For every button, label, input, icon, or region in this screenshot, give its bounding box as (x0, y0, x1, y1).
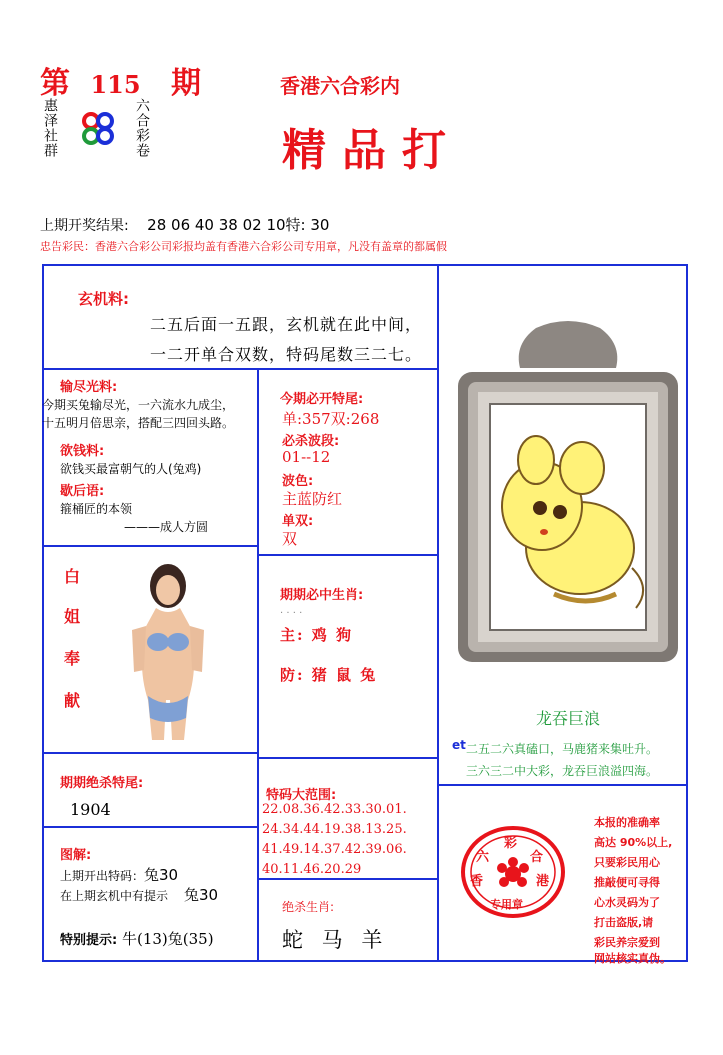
ds-title: 单双: (282, 514, 314, 529)
tujie-line-2 (60, 884, 218, 905)
tema-range-row-4: 40.11.46.20.29 (262, 862, 362, 877)
accuracy-line-5: 心水灵码为了 (594, 896, 660, 909)
xiehouyu-title: 歇后语: (60, 484, 105, 499)
tebie-value: 牛(13)兔(35) (121, 930, 214, 948)
xiehouyu-answer: ———成人方圆 (124, 520, 209, 534)
tujie-line-2-value: 兔30 (184, 886, 219, 904)
tebie-label: 特别提示: (60, 933, 118, 948)
bijie-char-1: 白 (64, 567, 81, 586)
top-title: 香港六合彩内 (280, 74, 400, 98)
seal-char-5: 港 (536, 874, 550, 889)
zhongsheng-dots: · · · · (280, 608, 303, 619)
shujin-line-1: 今期买兔输尽光，一六流水九成尘， (42, 398, 235, 412)
tema-range-row-1: 22.08.36.42.33.30.01. (262, 802, 407, 817)
tujie-title: 图解: (60, 848, 92, 863)
results-numbers: 28 06 40 38 02 10特: 30 (147, 216, 330, 234)
tebie-row (60, 928, 214, 949)
bijie-char-3: 奉 (64, 649, 81, 668)
yuqian-title: 欲钱料: (60, 444, 105, 459)
divider-left-col (257, 368, 259, 962)
painting-prefix: et (452, 738, 466, 752)
divider-jueshou-top (258, 878, 438, 880)
accuracy-line-1: 本报的准确率 (594, 816, 660, 829)
painting-poem-2: 三六三二中大彩，龙吞巨浪溢四海。 (466, 764, 659, 778)
divider-bijie-bottom (42, 752, 258, 754)
accuracy-line-4: 推敲便可寻得 (594, 876, 660, 889)
jinqi-title: 今期必开特尾: (280, 392, 364, 407)
seal-char-6: 专用章 (490, 898, 523, 911)
accuracy-line-3: 只要彩民用心 (594, 856, 660, 869)
accuracy-line-8: 网站核实真伪。 (594, 952, 671, 965)
jueshou-value: 蛇 马 羊 (282, 928, 389, 952)
left-vertical-text-1: 惠泽社群 (42, 98, 58, 158)
xuanji-line-1: 二五后面一五跟，玄机就在此中间， (150, 315, 423, 334)
accuracy-line-6: 打击盗版,请 (594, 916, 654, 929)
seal-char-3: 合 (530, 850, 544, 865)
zhongsheng-zhu: 主: 鸡 狗 (280, 626, 353, 644)
divider-xuanji (42, 368, 438, 370)
ds-value: 双 (282, 530, 298, 548)
issue-number: 115 (90, 70, 141, 99)
bisha-tail-title: 期期绝杀特尾: (60, 776, 144, 791)
tujie-line-1-value: 兔30 (144, 866, 179, 884)
xuanji-title: 玄机料: (78, 290, 129, 308)
jinqi-danshuang: 单:357双:268 (282, 410, 380, 428)
tujie-line-1 (60, 864, 178, 885)
xiehouyu-text: 箍桶匠的本领 (60, 502, 133, 516)
bosha-value: 01--12 (282, 448, 331, 466)
bijie-char-4: 献 (64, 691, 81, 710)
xuanji-line-2: 一二开单合双数，特码尾数三二七。 (150, 345, 423, 364)
issue-prefix: 第 (40, 66, 70, 101)
divider-zhongsheng-top (258, 554, 438, 556)
ornate-frame-image (446, 318, 690, 668)
seal-char-1: 六 (476, 850, 490, 865)
model-photo-image (118, 560, 218, 744)
accuracy-line-2: 高达 90%以上, (594, 836, 673, 849)
tema-range-row-3: 41.49.14.37.42.39.06. (262, 842, 407, 857)
zhongsheng-title: 期期必中生肖: (280, 588, 364, 603)
left-vertical-text-2: 六合彩卷 (134, 98, 150, 158)
bosha-title: 必杀波段: (282, 434, 340, 449)
painting-poem-1: 二五二六真磕口，马鹿猪来集吐升。 (466, 742, 659, 756)
zhongsheng-fang: 防: 猪 鼠 兔 (280, 666, 378, 684)
divider-painting-bottom (438, 784, 688, 786)
divider-bijie-top (42, 545, 258, 547)
divider-tema-top (258, 757, 438, 759)
tujie-line-2-label: 在上期玄机中有提示 (60, 889, 169, 903)
tujie-line-1-label: 上期开出特码： (60, 869, 145, 883)
shujin-line-2: 十五明月倍思亲，搭配三四回头路。 (42, 416, 235, 430)
seal-char-2: 彩 (504, 836, 518, 851)
shujin-title: 输尽光料: (60, 380, 118, 395)
tema-range-title: 特码大范围: (266, 788, 337, 803)
last-results (40, 214, 329, 235)
notice-text: 忠告彩民：香港六合彩公司彩报均盖有香港六合彩公司专用章，凡没有盖章的都属假 (40, 240, 447, 253)
tema-range-row-2: 24.34.44.19.38.13.25. (262, 822, 407, 837)
jueshou-title: 绝杀生肖: (282, 900, 335, 914)
lottery-logo-icon (78, 110, 118, 148)
results-label: 上期开奖结果: (40, 218, 129, 234)
bijie-char-2: 姐 (64, 607, 81, 626)
divider-tail-bottom (42, 826, 258, 828)
issue-suffix: 期 (171, 66, 202, 101)
issue-label (40, 58, 201, 102)
bose-value: 主蓝防红 (282, 490, 343, 508)
bose-title: 波色: (282, 474, 314, 489)
painting-caption: 龙吞巨浪 (536, 709, 601, 728)
bisha-tail-value: 1904 (70, 800, 111, 819)
yuqian-text: 欲钱买最富朝气的人(兔鸡) (60, 462, 202, 476)
accuracy-line-7: 彩民养宗爱到 (594, 936, 660, 949)
big-title: 精品打 (282, 125, 462, 176)
seal-char-4: 香 (470, 874, 484, 889)
